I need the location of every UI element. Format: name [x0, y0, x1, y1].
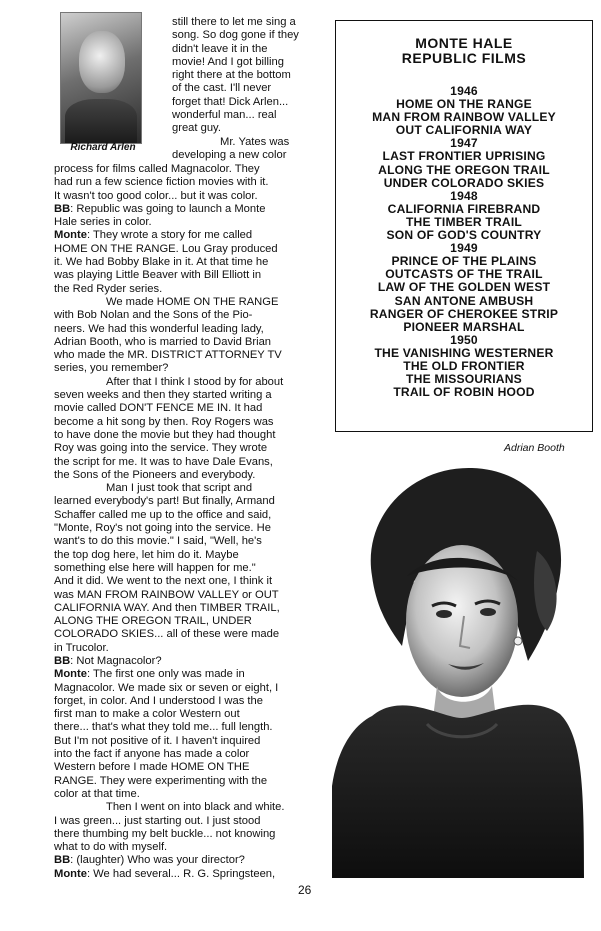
line-text: the top dog here, let him do it. Maybe — [54, 548, 239, 561]
line-text: ALONG THE OREGON TRAIL, UNDER — [54, 615, 252, 628]
text-line — [54, 721, 285, 734]
film-title: LAW OF THE GOLDEN WEST — [377, 280, 551, 295]
text-line — [54, 323, 285, 336]
line-text: movie called DON'T FENCE ME IN. It had — [54, 402, 263, 415]
film-title: THE MISSOURIANS — [406, 372, 522, 387]
text-line — [54, 549, 285, 562]
line-text: what to do with myself. — [54, 841, 168, 854]
line-text: Magnacolor. We made six or seven or eight, I — [54, 681, 279, 694]
speaker-label: Monte — [54, 867, 87, 880]
film-title: SON OF GOD'S COUNTRY — [386, 228, 542, 243]
text-line — [54, 376, 285, 389]
film-title: MAN FROM RAINBOW VALLEY — [372, 110, 556, 125]
film-title: PRINCE OF THE PLAINS — [391, 254, 537, 269]
text-line — [54, 708, 285, 721]
adrian-booth-caption: Adrian Booth — [504, 442, 565, 454]
speaker-label: BB — [54, 654, 71, 667]
line-text: Roy was going into the service. They wrote — [54, 442, 268, 455]
text-line — [54, 495, 285, 508]
speaker-label: Monte — [54, 229, 87, 242]
line-text: color at that time. — [54, 787, 140, 800]
line-text: seven weeks and then they started writing a — [54, 389, 272, 402]
text-line — [54, 535, 285, 548]
text-line — [54, 695, 285, 708]
line-text: : Not Magnacolor? — [70, 654, 162, 667]
text-line — [54, 642, 285, 655]
top-text-column — [172, 16, 299, 162]
text-line: forget that! Dick Arlen... — [172, 95, 289, 108]
text-line — [54, 416, 285, 429]
filmography-title-line1: MONTE HALE — [415, 35, 513, 51]
line-text: there thumbing my belt buckle... not knowing — [54, 827, 276, 840]
speaker-label: BB — [54, 854, 71, 867]
film-title: RANGER OF CHEROKEE STRIP — [369, 306, 559, 321]
line-text: : (laughter) Who was your director? — [70, 854, 245, 867]
text-line — [54, 362, 285, 375]
text-line — [54, 868, 285, 881]
text-line — [54, 402, 285, 415]
line-text: It wasn't too good color... but it was color. — [54, 189, 258, 202]
line-text: After that I think I stood by for about — [106, 375, 284, 388]
line-text: forget, in color. And I understood I was the — [54, 694, 263, 707]
line-text: But I'm not positive of it. I haven't inquired — [54, 734, 261, 747]
line-text: : We had several... R. G. Springsteen, — [86, 867, 276, 880]
text-line: developing a new color — [172, 148, 287, 161]
line-text: : Republic was going to launch a Monte — [70, 202, 266, 215]
line-text: become a hit song by then. Roy Rogers was — [54, 415, 274, 428]
speaker-label: BB — [54, 202, 71, 215]
text-line — [54, 761, 285, 774]
line-text: CALIFORNIA WAY. And then TIMBER TRAIL, — [54, 601, 280, 614]
line-text: something else here will happen for me." — [54, 561, 256, 574]
line-text: COLORADO SKIES... all of these were made — [54, 628, 280, 641]
text-line — [54, 682, 285, 695]
text-line — [54, 190, 285, 203]
page-number: 26 — [298, 883, 312, 897]
line-text: We made HOME ON THE RANGE — [106, 295, 279, 308]
film-year: 1946 — [450, 84, 478, 98]
text-line: still there to let me sing a — [172, 16, 296, 28]
line-text: series, you remember? — [54, 362, 169, 375]
text-line — [54, 828, 285, 841]
text-line — [54, 163, 285, 176]
line-text: it. We had Bobby Blake in it. At that time he — [54, 256, 269, 269]
line-text: "Monte, Roy's not going into the service. He — [54, 522, 271, 535]
line-text: Man I just took that script and — [106, 482, 253, 495]
line-text: I was green... just starting out. I just stood — [54, 814, 261, 827]
line-text: Western before I made HOME ON THE — [54, 761, 250, 774]
richard-arlen-caption: Richard Arlen — [70, 142, 136, 153]
film-title: LAST FRONTIER UPRISING — [382, 149, 546, 164]
text-line: didn't leave it in the — [172, 42, 268, 55]
text-line — [54, 283, 285, 296]
filmography-box — [335, 20, 593, 432]
film-title: UNDER COLORADO SKIES — [383, 175, 545, 190]
text-line — [54, 775, 285, 788]
text-line — [54, 243, 285, 256]
text-line — [54, 668, 285, 681]
line-text: first man to make a color Western out — [54, 708, 240, 721]
line-text: RANGE. They were experimenting with the — [54, 774, 268, 787]
text-line: great guy. — [172, 122, 221, 135]
line-text: process for films called Magnacolor. They — [54, 163, 260, 175]
photo-face — [79, 31, 125, 93]
text-line — [54, 229, 285, 242]
text-line — [54, 628, 285, 641]
text-line — [54, 801, 285, 814]
text-line — [54, 309, 285, 322]
text-line — [54, 442, 285, 455]
filmography-title-line2: REPUBLIC FILMS — [401, 50, 527, 66]
text-line — [54, 841, 285, 854]
film-title: THE VANISHING WESTERNER — [374, 345, 554, 360]
text-line: right there at the bottom — [172, 69, 291, 82]
photo-shoulders — [65, 99, 137, 143]
line-text: the Sons of the Pioneers and everybody. — [54, 468, 256, 481]
text-line — [54, 655, 285, 668]
text-line — [54, 176, 285, 189]
text-line — [54, 589, 285, 602]
film-title: CALIFORNIA FIREBRAND — [387, 201, 541, 216]
line-text: And it did. We went to the next one, I think it — [54, 575, 273, 588]
text-line — [54, 269, 285, 282]
line-text: who made the MR. DISTRICT ATTORNEY TV — [54, 349, 282, 362]
film-title: OUTCASTS OF THE TRAIL — [385, 267, 543, 282]
richard-arlen-photo — [60, 12, 142, 144]
film-title: TRAIL OF ROBIN HOOD — [393, 385, 535, 400]
text-line — [54, 788, 285, 801]
line-text: there... that's what they told me... full length. — [54, 721, 273, 734]
speaker-label: Monte — [54, 668, 87, 681]
text-line — [54, 602, 285, 615]
line-text: Hale series in color. — [54, 216, 152, 229]
film-title: OUT CALIFORNIA WAY — [395, 123, 533, 138]
filmography-list — [336, 85, 592, 399]
film-title: HOME ON THE RANGE — [396, 97, 532, 112]
text-line — [54, 748, 285, 761]
film-year: 1947 — [450, 136, 478, 151]
line-text: to have done the movie but they had thought — [54, 428, 276, 441]
text-line — [54, 522, 285, 535]
line-text: was MAN FROM RAINBOW VALLEY or OUT — [54, 588, 279, 601]
text-line — [54, 615, 285, 628]
film-year: 1950 — [450, 332, 478, 347]
text-line — [54, 562, 285, 575]
line-text: had run a few science fiction movies with it. — [54, 176, 269, 189]
line-text: want's to do this movie." I said, "Well, he's — [54, 535, 262, 548]
text-line — [54, 203, 285, 216]
portrait-illustration — [332, 456, 584, 878]
film-title: THE OLD FRONTIER — [403, 358, 525, 373]
interview-text — [54, 163, 285, 881]
text-line — [54, 456, 285, 469]
adrian-booth-photo — [332, 456, 584, 878]
text-line: wonderful man... real — [172, 109, 277, 122]
text-line: of the cast. I'll never — [172, 82, 272, 95]
line-text: Schaffer called me up to the office and said, — [54, 508, 272, 521]
line-text: Adrian Booth, who is married to David Brian — [54, 335, 272, 348]
text-line — [54, 482, 285, 495]
text-line — [54, 509, 285, 522]
line-text: in Trucolor. — [54, 641, 109, 654]
text-line: song. So dog gone if they — [172, 29, 299, 42]
line-text: was playing Little Beaver with Bill Elliott in — [54, 269, 262, 282]
text-line — [54, 256, 285, 269]
line-text: HOME ON THE RANGE. Lou Gray produced — [54, 242, 278, 255]
line-text: learned everybody's part! But finally, Armand — [54, 495, 275, 508]
line-text: neers. We had this wonderful leading lady, — [54, 322, 264, 335]
text-line — [54, 575, 285, 588]
text-line — [54, 854, 285, 867]
text-line — [54, 349, 285, 362]
text-line — [54, 216, 285, 229]
line-text: the script for me. It was to have Dale Evans, — [54, 455, 273, 468]
film-year: 1948 — [450, 188, 478, 203]
text-line — [54, 469, 285, 482]
line-text: into the fact if anyone has made a color — [54, 748, 250, 761]
line-text: Then I went on into black and white. — [106, 801, 285, 814]
text-line — [54, 429, 285, 442]
line-text: : They wrote a story for me called — [86, 229, 253, 242]
line-text: the Red Ryder series. — [54, 282, 163, 295]
film-title: SAN ANTONE AMBUSH — [394, 293, 534, 308]
text-line — [54, 389, 285, 402]
film-year: 1949 — [450, 241, 478, 256]
text-line — [54, 296, 285, 309]
film-title: THE TIMBER TRAIL — [405, 214, 523, 229]
film-title: PIONEER MARSHAL — [403, 319, 525, 334]
text-line: movie! And I got billing — [172, 55, 284, 68]
line-text: with Bob Nolan and the Sons of the Pio- — [54, 309, 253, 322]
text-line: Mr. Yates was — [220, 135, 290, 148]
text-line — [54, 336, 285, 349]
text-line — [54, 815, 285, 828]
film-title: ALONG THE OREGON TRAIL — [378, 162, 550, 177]
line-text: : The first one only was made in — [86, 668, 245, 681]
text-line — [54, 735, 285, 748]
